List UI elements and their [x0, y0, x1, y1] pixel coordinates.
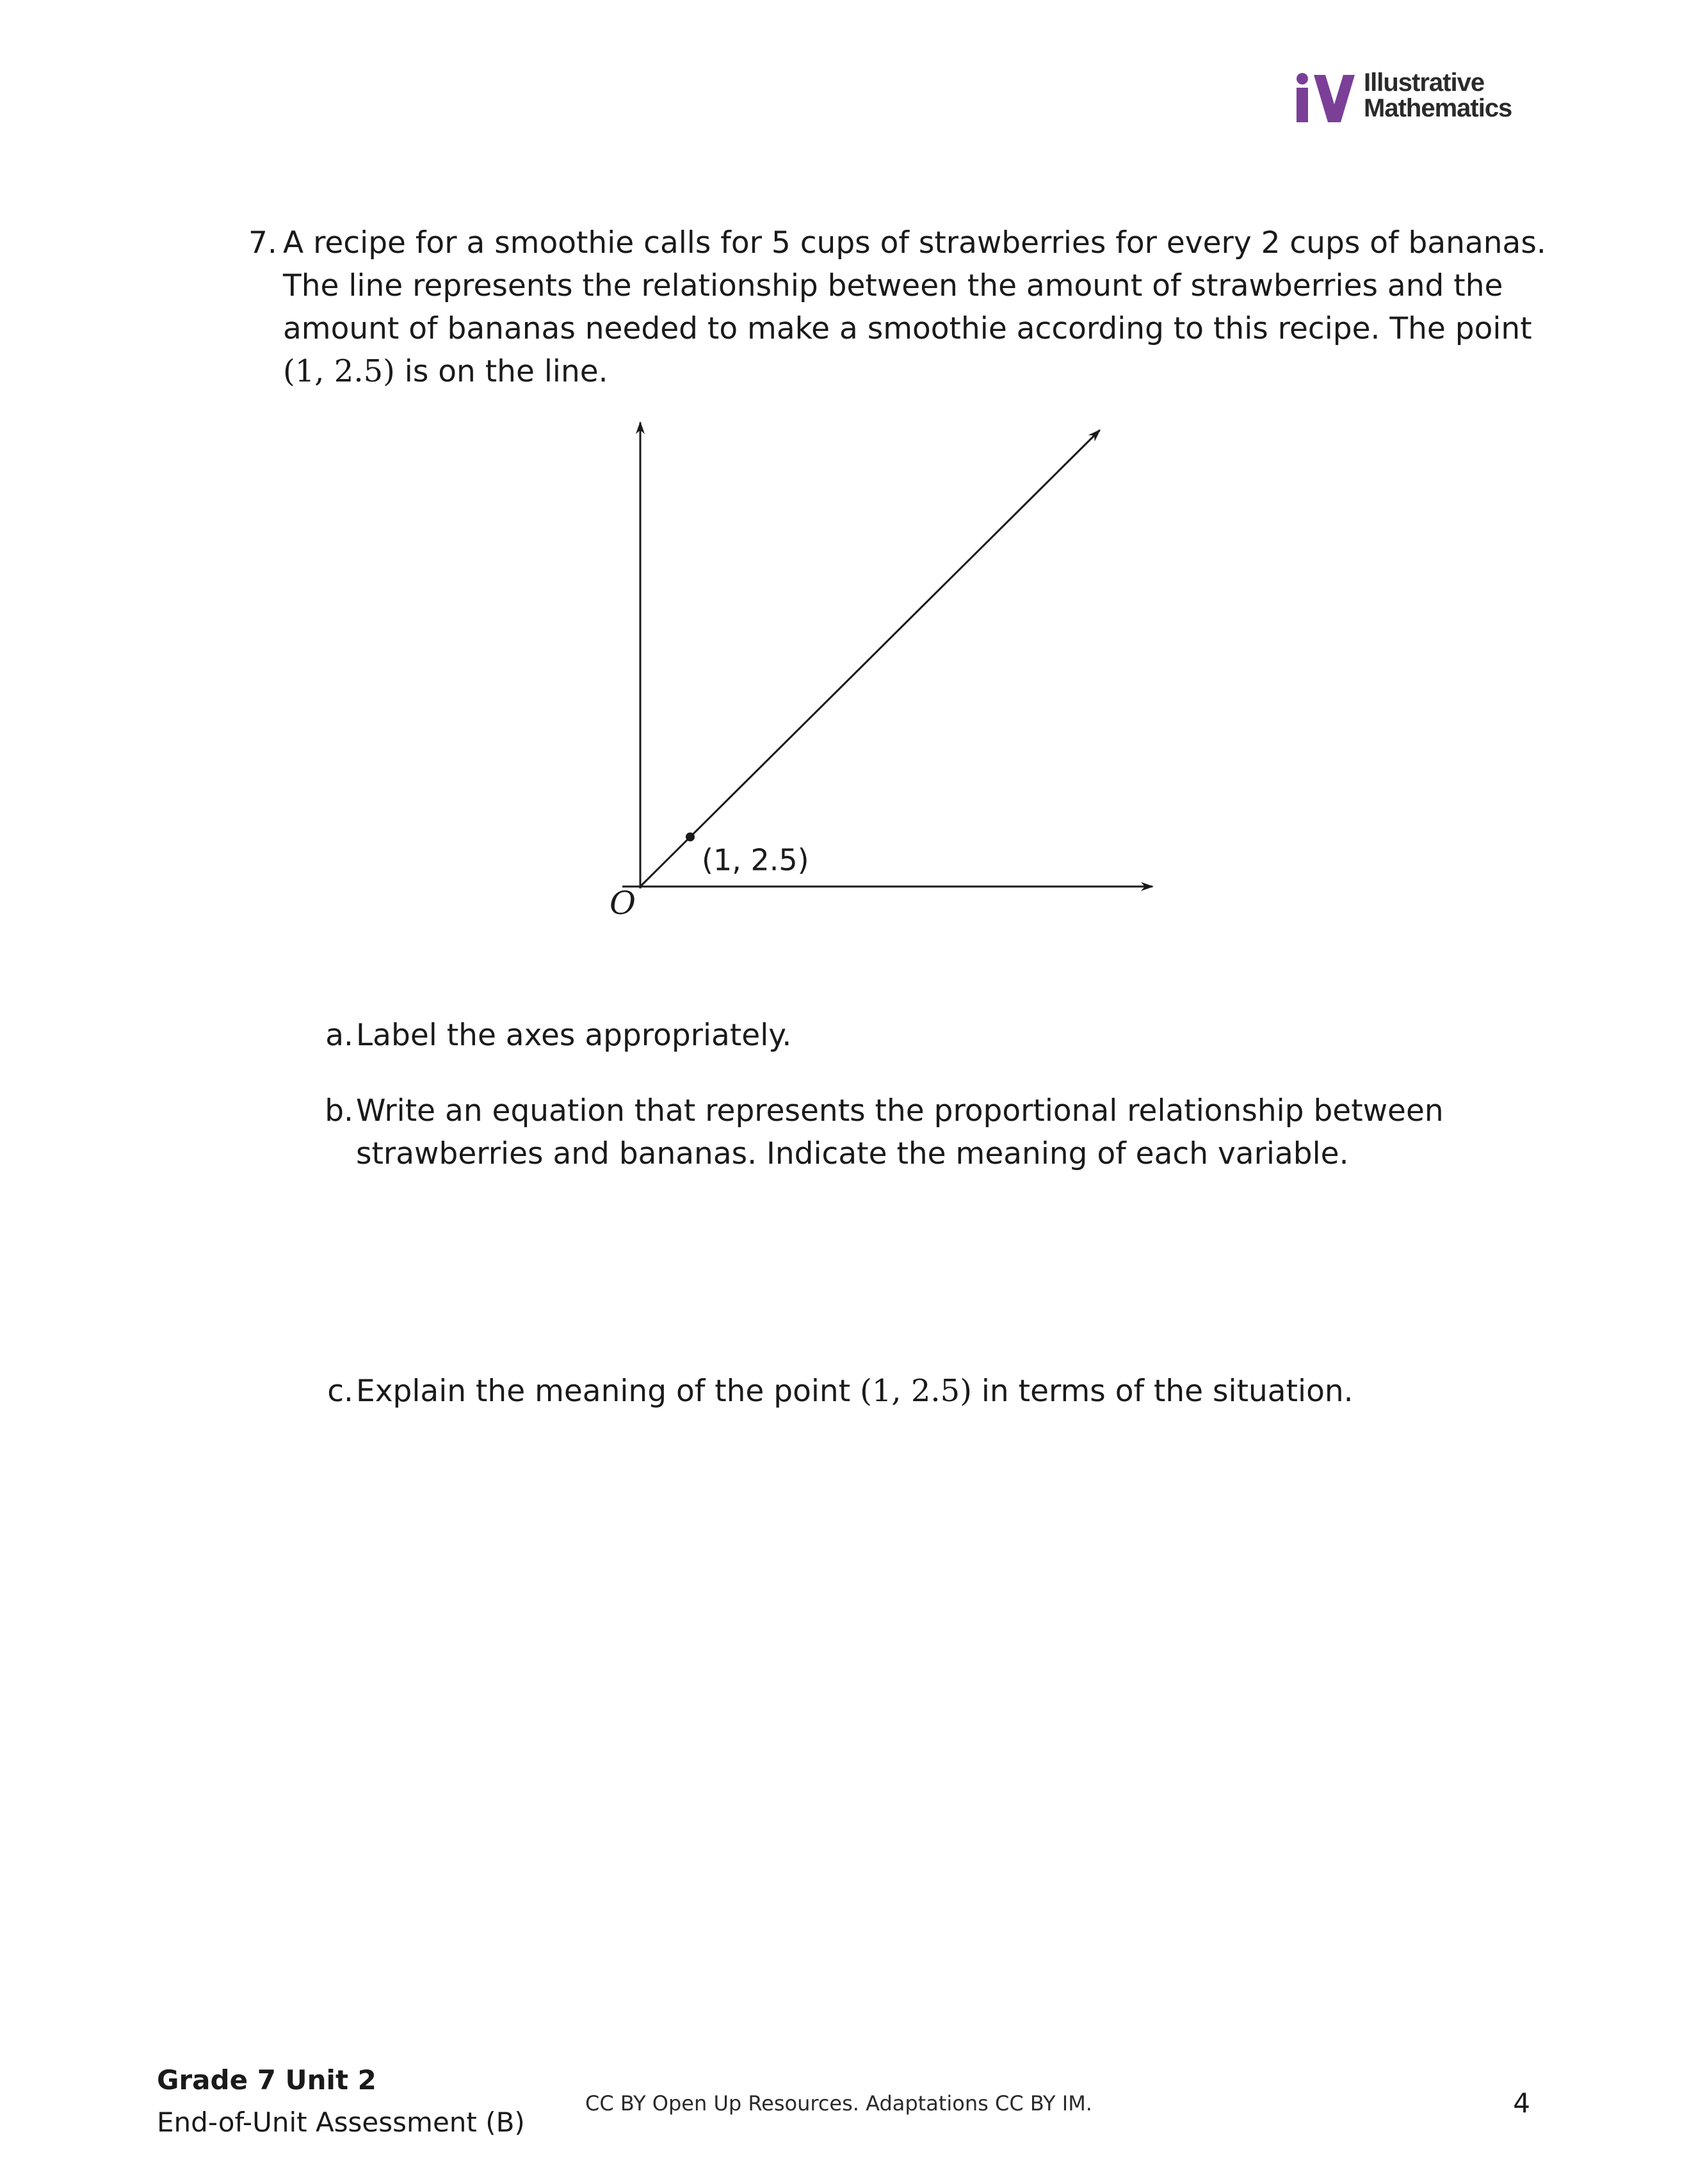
im-logo-text	[1364, 70, 1512, 121]
footer-license: CC BY Open Up Resources. Adaptations CC BY IM.	[585, 2091, 1092, 2116]
subquestion-c-text	[356, 1370, 1353, 1413]
recipe-graph	[595, 410, 1159, 922]
point-math: (1, 2.5)	[283, 353, 395, 389]
question-number: 7.	[248, 225, 277, 261]
page-number: 4	[1513, 2087, 1530, 2119]
logo-line-2: Mathematics	[1364, 94, 1512, 122]
logo-line-1: Illustrative	[1364, 68, 1485, 97]
subquestion-b-label: b.	[325, 1093, 353, 1128]
footer-title: Grade 7 Unit 2	[157, 2064, 376, 2096]
question-line-4	[283, 350, 1499, 393]
question-line-1: A recipe for a smoothie calls for 5 cups of strawberries for every 2 cups of bananas.	[283, 225, 1546, 261]
point-marker	[686, 833, 695, 842]
question-text	[283, 221, 1546, 393]
subquestion-a-text: Label the axes appropriately.	[356, 1018, 792, 1053]
question-line-2: The line represents the relationship between the amount of strawberries and the	[283, 268, 1503, 303]
subquestion-c-before: Explain the meaning of the point	[356, 1374, 861, 1409]
origin-label: O	[610, 885, 636, 922]
subquestion-c-math: (1, 2.5)	[860, 1373, 972, 1409]
subquestion-b-line-1: Write an equation that represents the proportional relationship between	[356, 1093, 1444, 1128]
point-label: (1, 2.5)	[702, 842, 809, 878]
subquestion-b-line-2: strawberries and bananas. Indicate the meaning of each variable.	[356, 1136, 1349, 1171]
subquestion-c-label: c.	[327, 1374, 353, 1409]
im-logo-mark-icon	[1293, 72, 1357, 124]
series-line	[640, 430, 1100, 887]
im-logo	[1293, 67, 1524, 125]
subquestion-c-after: in terms of the situation.	[971, 1374, 1353, 1409]
footer-subtitle: End-of-Unit Assessment (B)	[157, 2107, 525, 2138]
question-line-3: amount of bananas needed to make a smoothie according to this recipe. The point	[283, 311, 1532, 346]
subquestion-a-label: a.	[325, 1018, 353, 1053]
question-line-4-text: is on the line.	[394, 354, 608, 389]
